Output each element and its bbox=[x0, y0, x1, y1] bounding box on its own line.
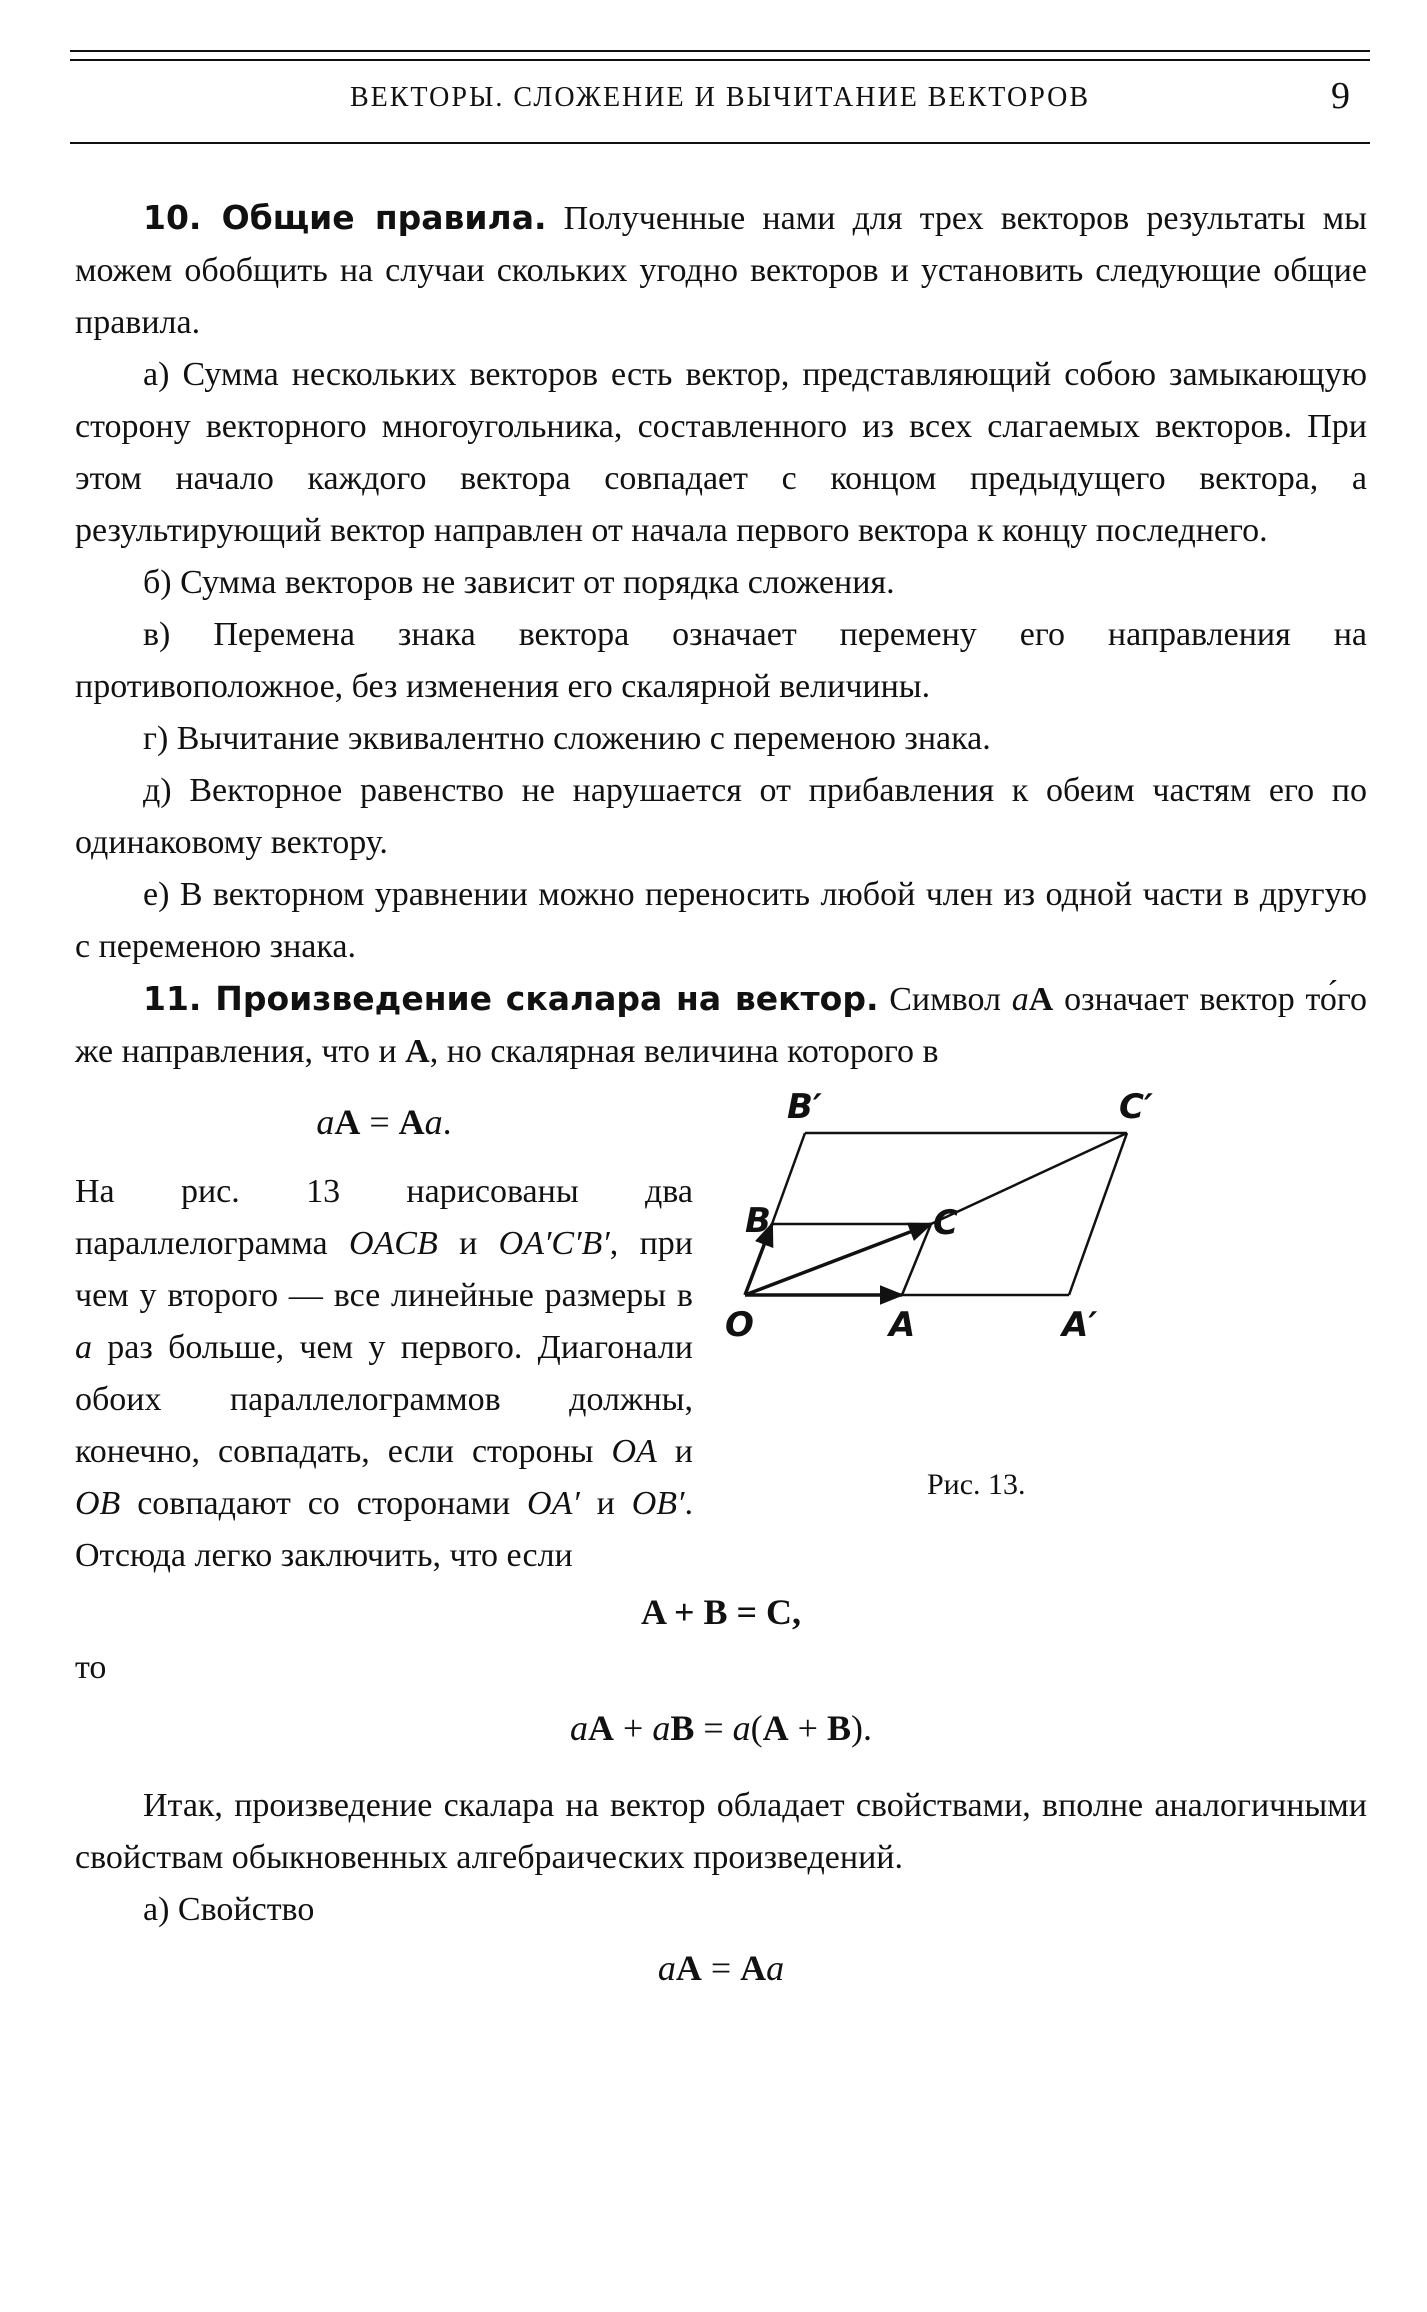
header-double-rule bbox=[70, 50, 1370, 61]
label-O: O bbox=[725, 1305, 754, 1345]
section11-para1: 11. Произведение скалара на вектор. Символ aA означает вектор то́го же направления, что и A, но скалярная величина которого в bbox=[75, 979, 1368, 1070]
equation-commutative: aA = Aa bbox=[657, 1948, 785, 1988]
rule-f: е) В векторном уравнении можно переносить любой член из одной части в другую с переменою знака. bbox=[75, 876, 1367, 965]
label-A: A bbox=[889, 1305, 916, 1345]
rule-d: г) Вычитание эквивалентно сложению с переменою знака. bbox=[143, 720, 991, 757]
body-text bbox=[75, 192, 1367, 1994]
section11-heading: 11. Произведение скалара на вектор. bbox=[143, 979, 879, 1018]
section11-para3: Итак, произведение скалара на вектор обладает свойствами, вполне аналогичными свойствам обыкновенных алгебраических произведений. bbox=[75, 1787, 1367, 1876]
running-title: ВЕКТОРЫ. СЛОЖЕНИЕ И ВЫЧИТАНИЕ ВЕКТОРОВ bbox=[349, 82, 1091, 113]
label-Bprime: B′ bbox=[787, 1087, 822, 1127]
vector-C bbox=[745, 1224, 931, 1295]
property-a: а) Свойство bbox=[143, 1891, 315, 1928]
then-word: то bbox=[75, 1649, 107, 1686]
rule-b: б) Сумма векторов не зависит от порядка сложения. bbox=[143, 564, 895, 601]
equation-aA-Aa: aA = Aa. bbox=[316, 1102, 452, 1142]
equation-sum: A + B = C, bbox=[640, 1592, 802, 1632]
section11-para2: На рис. 13 нарисованы два параллелограмма OACB и OA′C′B′, при чем у второго — все линейные размеры в a раз больше, чем у первого. Диагонали обоих параллелограммов должны, конечно, совпадать, если стороны OA и OB совпадают со сторонами OA′ и OB′. Отсюда легко заключить, что если bbox=[75, 1173, 694, 1574]
section10-heading: 10. Общие правила. bbox=[143, 198, 547, 237]
rule-a: а) Сумма нескольких векторов есть вектор, представляющий собою замыкающую сторону векторного многоугольника, составленного из всех слагаемых векторов. При этом начало каждого вектора совпадает с концом предыдущего вектора, а результирующий вектор направлен от начала первого вектора к концу последнего. bbox=[75, 356, 1367, 549]
label-Aprime: A′ bbox=[1062, 1305, 1098, 1345]
page-number: 9 bbox=[1331, 75, 1350, 117]
header-rule bbox=[70, 142, 1370, 144]
rule-e: д) Векторное равенство не нарушается от прибавления к обеим частям его по одинаковому вектору. bbox=[75, 772, 1367, 861]
label-Cprime: C′ bbox=[1119, 1087, 1153, 1127]
parallelogram-diagram bbox=[717, 1086, 1367, 1511]
edge-B-Bprime bbox=[772, 1133, 805, 1224]
label-B: B bbox=[745, 1201, 771, 1241]
edge-Cprime-Aprime bbox=[1069, 1133, 1127, 1295]
equation-distributive: aA + aB = a(A + B). bbox=[570, 1708, 872, 1748]
running-head bbox=[70, 74, 1370, 120]
section10-intro: 10. Общие правила. Полученные нами для трех векторов результаты мы можем обобщить на случаи скольких угодно векторов и установить следующие общие правила. bbox=[75, 198, 1367, 341]
section11-wrap bbox=[75, 973, 1367, 1582]
figure-caption: Рис. 13. bbox=[927, 1468, 1026, 1501]
label-C: C bbox=[933, 1203, 958, 1243]
figure-13 bbox=[717, 1086, 1367, 1511]
diagonal-C-Cprime bbox=[931, 1133, 1127, 1224]
rule-c: в) Перемена знака вектора означает перемену его направления на противоположное, без изменения его скалярной величины. bbox=[75, 616, 1367, 705]
